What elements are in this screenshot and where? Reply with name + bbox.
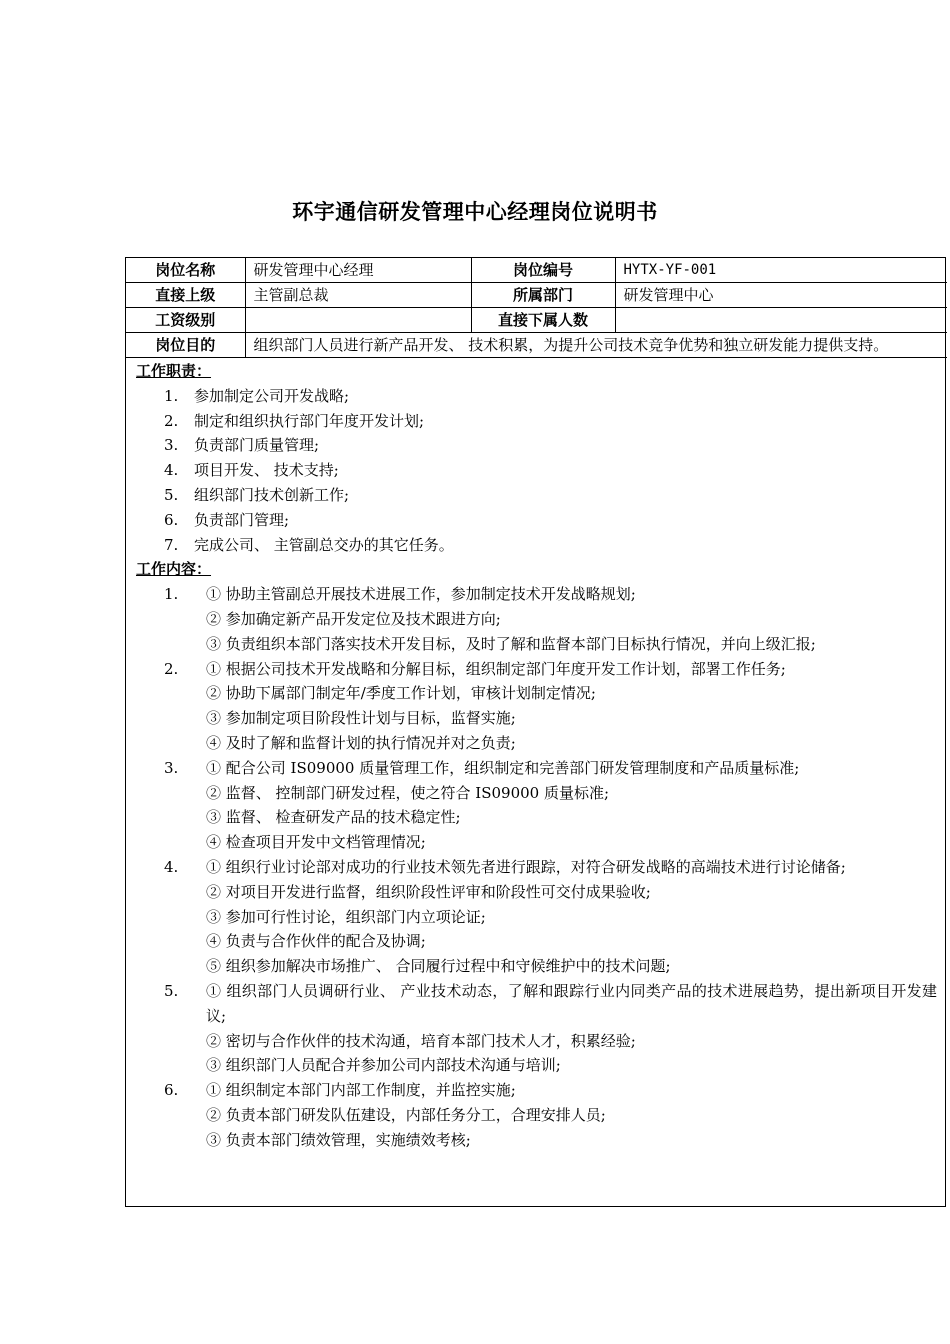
content-group bbox=[136, 979, 937, 1078]
content-group-items bbox=[206, 979, 937, 1078]
duty-number: 3. bbox=[164, 436, 179, 455]
content-item: ① 组织部门人员调研行业、 产业技术动态，了解和跟踪行业内同类产品的技术进展趋势，提出新项目开发建议; bbox=[206, 981, 937, 1025]
content-item: ① 组织行业讨论部对成功的行业技术领先者进行跟踪，对符合研发战略的高端技术进行讨论储备; bbox=[206, 857, 846, 876]
duty-text: 完成公司、 主管副总交办的其它任务。 bbox=[194, 535, 454, 554]
content-group-items bbox=[206, 657, 937, 756]
content-item: ④ 检查项目开发中文档管理情况; bbox=[206, 833, 426, 852]
duty-item bbox=[136, 409, 937, 434]
content-item: ③ 参加可行性讨论，组织部门内立项论证; bbox=[206, 907, 486, 926]
form-body bbox=[126, 358, 945, 1153]
content-group-number: 3. bbox=[164, 758, 179, 777]
content-item: ① 组织制定本部门内部工作制度，并监控实施; bbox=[206, 1081, 516, 1100]
content-item: ③ 负责本部门绩效管理，实施绩效考核; bbox=[206, 1130, 471, 1149]
duty-text: 负责部门管理; bbox=[194, 510, 290, 529]
superior-value: 主管副总裁 bbox=[245, 283, 471, 308]
content-item: ① 根据公司技术开发战略和分解目标，组织制定部门年度开发工作计划，部署工作任务; bbox=[206, 659, 786, 678]
duty-number: 6. bbox=[164, 510, 179, 529]
header-row-2 bbox=[126, 283, 947, 308]
content-item: ② 协助下属部门制定年/季度工作计划，审核计划制定情况; bbox=[206, 684, 596, 703]
duties-list bbox=[136, 384, 937, 558]
salary-value bbox=[245, 308, 471, 333]
duty-text: 组织部门技术创新工作; bbox=[194, 485, 350, 504]
content-list bbox=[136, 582, 937, 1152]
content-item: ② 参加确定新产品开发定位及技术跟进方向; bbox=[206, 609, 501, 628]
content-heading: 工作内容： bbox=[136, 560, 212, 579]
subordinates-label: 直接下属人数 bbox=[471, 308, 615, 333]
content-group-items bbox=[206, 756, 937, 855]
content-item: ② 负责本部门研发队伍建设，内部任务分工，合理安排人员; bbox=[206, 1105, 606, 1124]
content-group-number: 6. bbox=[164, 1081, 179, 1100]
content-item: ③ 负责组织本部门落实技术开发目标，及时了解和监督本部门目标执行情况，并向上级汇报; bbox=[206, 634, 816, 653]
content-group-number: 2. bbox=[164, 659, 179, 678]
duty-item bbox=[136, 533, 937, 558]
duty-item bbox=[136, 384, 937, 409]
content-item: ③ 监督、 检查研发产品的技术稳定性; bbox=[206, 808, 461, 827]
duty-number: 5. bbox=[164, 485, 179, 504]
position-name-label: 岗位名称 bbox=[126, 258, 245, 283]
content-group bbox=[136, 582, 937, 656]
duty-text: 项目开发、 技术支持; bbox=[194, 461, 339, 480]
content-group-items bbox=[206, 855, 937, 979]
header-row-1 bbox=[126, 258, 947, 283]
content-item: ① 配合公司 IS09000 质量管理工作，组织制定和完善部门研发管理制度和产品质量标准; bbox=[206, 758, 800, 777]
content-item: ④ 及时了解和监督计划的执行情况并对之负责; bbox=[206, 733, 516, 752]
content-item: ② 密切与合作伙伴的技术沟通，培育本部门技术人才，积累经验; bbox=[206, 1031, 636, 1050]
duty-text: 制定和组织执行部门年度开发计划; bbox=[194, 411, 425, 430]
content-group bbox=[136, 855, 937, 979]
duties-heading: 工作职责： bbox=[136, 362, 212, 380]
duty-item bbox=[136, 433, 937, 458]
duty-text: 参加制定公司开发战略; bbox=[194, 386, 350, 405]
content-group bbox=[136, 1078, 937, 1152]
content-item: ② 对项目开发进行监督，组织阶段性评审和阶段性可交付成果验收; bbox=[206, 882, 651, 901]
duty-number: 4. bbox=[164, 461, 179, 480]
job-description-form bbox=[125, 257, 946, 1207]
header-row-3 bbox=[126, 308, 947, 333]
content-group-number: 5. bbox=[164, 981, 179, 1000]
duty-item bbox=[136, 458, 937, 483]
header-table bbox=[126, 258, 947, 358]
content-group bbox=[136, 756, 937, 855]
content-group-items bbox=[206, 1078, 937, 1152]
subordinates-value bbox=[615, 308, 947, 333]
duty-item bbox=[136, 483, 937, 508]
content-item: ③ 参加制定项目阶段性计划与目标，监督实施; bbox=[206, 709, 516, 728]
content-group-items bbox=[206, 582, 937, 656]
document-title: 环宇通信研发管理中心经理岗位说明书 bbox=[292, 200, 658, 224]
duty-number: 1. bbox=[164, 386, 179, 405]
duty-item bbox=[136, 508, 937, 533]
department-value: 研发管理中心 bbox=[615, 283, 947, 308]
content-group-number: 4. bbox=[164, 857, 179, 876]
salary-label: 工资级别 bbox=[126, 308, 245, 333]
duty-text: 负责部门质量管理; bbox=[194, 436, 320, 455]
purpose-label: 岗位目的 bbox=[126, 333, 245, 358]
duty-number: 7. bbox=[164, 535, 179, 554]
content-item: ③ 组织部门人员配合并参加公司内部技术沟通与培训; bbox=[206, 1056, 561, 1075]
content-group bbox=[136, 657, 937, 756]
duty-number: 2. bbox=[164, 411, 179, 430]
content-item: ④ 负责与合作伙伴的配合及协调; bbox=[206, 932, 426, 951]
position-code-label: 岗位编号 bbox=[471, 258, 615, 283]
purpose-value: 组织部门人员进行新产品开发、 技术积累，为提升公司技术竞争优势和独立研发能力提供支持。 bbox=[245, 333, 947, 358]
content-item: ① 协助主管副总开展技术进展工作，参加制定技术开发战略规划; bbox=[206, 585, 636, 604]
position-name-value: 研发管理中心经理 bbox=[245, 258, 471, 283]
department-label: 所属部门 bbox=[471, 283, 615, 308]
header-row-4 bbox=[126, 333, 947, 358]
content-item: ⑤ 组织参加解决市场推广、 合同履行过程中和守候维护中的技术问题; bbox=[206, 957, 671, 976]
superior-label: 直接上级 bbox=[126, 283, 245, 308]
content-item: ② 监督、 控制部门研发过程，使之符合 IS09000 质量标准; bbox=[206, 783, 610, 802]
position-code-value: HYTX-YF-001 bbox=[615, 258, 947, 283]
content-group-number: 1. bbox=[164, 585, 179, 604]
